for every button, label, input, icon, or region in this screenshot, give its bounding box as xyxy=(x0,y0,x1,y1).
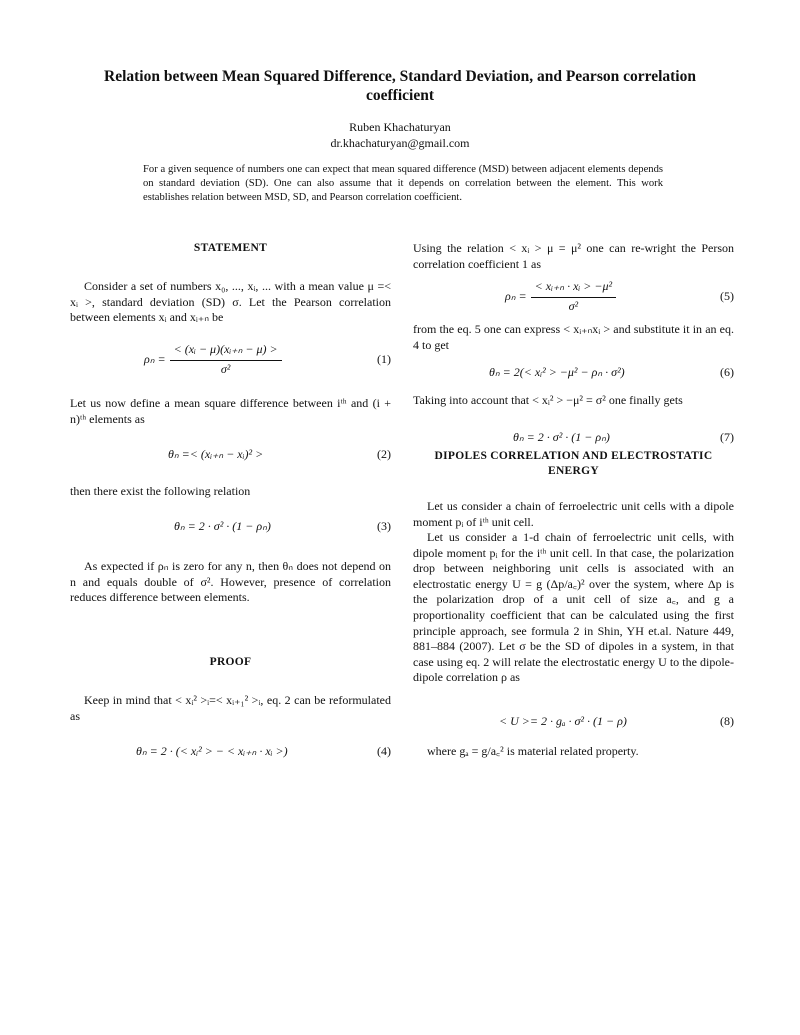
abstract: For a given sequence of numbers one can expect that mean squared difference (MSD) between adjacent elements depends on standard deviation (SD). One can also assume that it depends on correlation between the element. This work establishes relation between MSD, SD, and Pearson correlation coefficient. xyxy=(143,164,663,203)
equation-7-expression: θₙ = 2 · σ² · (1 − ρₙ) xyxy=(513,430,610,445)
equation-4 xyxy=(70,735,391,769)
paper-title: Relation between Mean Squared Difference, Standard Deviation, and Pearson correlation coefficient xyxy=(104,68,696,104)
equation-3-number: (3) xyxy=(377,519,391,534)
equation-6 xyxy=(413,356,734,390)
equation-8 xyxy=(413,705,734,739)
equation-6-expression: θₙ = 2(< xᵢ² > −μ² − ρₙ · σ²) xyxy=(489,365,625,380)
pearson-rewrite-paragraph: Using the relation < xᵢ > μ = μ² one can re-wright the Person correlation coefficient 1 as xyxy=(413,241,734,271)
equation-1-numerator: < (xᵢ − μ)(xᵢ₊ₙ − μ) > xyxy=(170,342,282,361)
author-name: Ruben Khachaturyan xyxy=(349,120,451,134)
proof-paragraph: Keep in mind that < xᵢ² >ᵢ=< xᵢ₊₁² >ᵢ, eq. 2 can be reformulated as xyxy=(70,693,391,723)
equation-7-number: (7) xyxy=(720,430,734,445)
equation-5-fraction xyxy=(531,279,616,314)
equation-3 xyxy=(70,510,391,544)
statement-heading: STATEMENT xyxy=(193,242,268,254)
equation-1 xyxy=(70,343,391,377)
dipoles-heading: DIPOLES CORRELATION AND ELECTROSTATIC ENERGY xyxy=(434,450,713,477)
equation-7 xyxy=(413,425,734,451)
equation-5-numerator: < xᵢ₊ₙ · xᵢ > −μ² xyxy=(531,279,616,298)
equation-6-number: (6) xyxy=(720,365,734,380)
equation-8-expression: < U >= 2 · gₐ · σ² · (1 − ρ) xyxy=(499,714,627,729)
equation-4-number: (4) xyxy=(377,744,391,759)
final-step-paragraph: Taking into account that < xᵢ² > −μ² = σ² one finally gets xyxy=(413,393,683,407)
definition-paragraph: Let us now define a mean square difference between iᵗʰ and (i + n)ᵗʰ elements as xyxy=(70,396,391,426)
equation-5-number: (5) xyxy=(720,289,734,304)
equation-2 xyxy=(70,438,391,472)
equation-4-expression: θₙ = 2 · (< xᵢ² > − < xᵢ₊ₙ · xᵢ >) xyxy=(136,744,288,759)
equation-1-lhs: ρₙ = xyxy=(144,352,166,367)
equation-1-denominator: σ² xyxy=(220,362,231,376)
equation-3-expression: θₙ = 2 · σ² · (1 − ρₙ) xyxy=(174,519,271,534)
expectation-paragraph: As expected if ρₙ is zero for any n, then θₙ does not depend on n and equals double of σ². However, presence of correlation reduces difference between elements. xyxy=(70,559,391,605)
equation-5-lhs: ρₙ = xyxy=(505,289,527,304)
equation-2-expression: θₙ =< (xᵢ₊ₙ − xᵢ)² > xyxy=(168,447,264,462)
relation-intro: then there exist the following relation xyxy=(70,484,251,498)
material-property-paragraph: where gₐ = g/a꜀² is material related property. xyxy=(427,744,639,758)
substitution-paragraph: from the eq. 5 one can express < xᵢ₊ₙxᵢ > and substitute it in an eq. 4 to get xyxy=(413,322,734,352)
equation-5-denominator: σ² xyxy=(568,299,579,313)
statement-paragraph: Consider a set of numbers x₀, ..., xᵢ, ... with a mean value μ =< xᵢ >, standard deviation (SD) σ. Let the Pearson correlation between elements xᵢ and xᵢ₊ₙ be xyxy=(70,279,391,325)
equation-1-fraction xyxy=(170,342,282,377)
dipoles-paragraph-1: Let us consider a chain of ferroelectric unit cells with a dipole moment pᵢ of iᵗʰ unit cell. xyxy=(413,499,734,529)
equation-8-number: (8) xyxy=(720,714,734,729)
author-email[interactable]: dr.khachaturyan@gmail.com xyxy=(330,136,470,150)
author-block xyxy=(70,119,730,151)
dipoles-paragraph-2: Let us consider a 1-d chain of ferroelectric unit cells, with dipole moment pᵢ for the iᵗʰ unit cell. In that case, the polarization drop between neighboring unit cells is associated with an electrostatic energy U = g (Δp/a꜀)² over the system, where Δp is the polarization drop of a unit cell of size a꜀, and g a proportionality coefficient that can be calculated using the first principle approach, see formula 2 in Shin, YH et.al. Nature 449, 881–884 (2007). Let σ be the SD of dipoles in a system, in that case using eq. 2 will relate the electrostatic energy U to the dipole-dipole correlation ρ as xyxy=(413,530,734,685)
equation-2-number: (2) xyxy=(377,447,391,462)
proof-heading: PROOF xyxy=(209,656,252,668)
equation-1-number: (1) xyxy=(377,352,391,367)
equation-5 xyxy=(413,280,734,314)
